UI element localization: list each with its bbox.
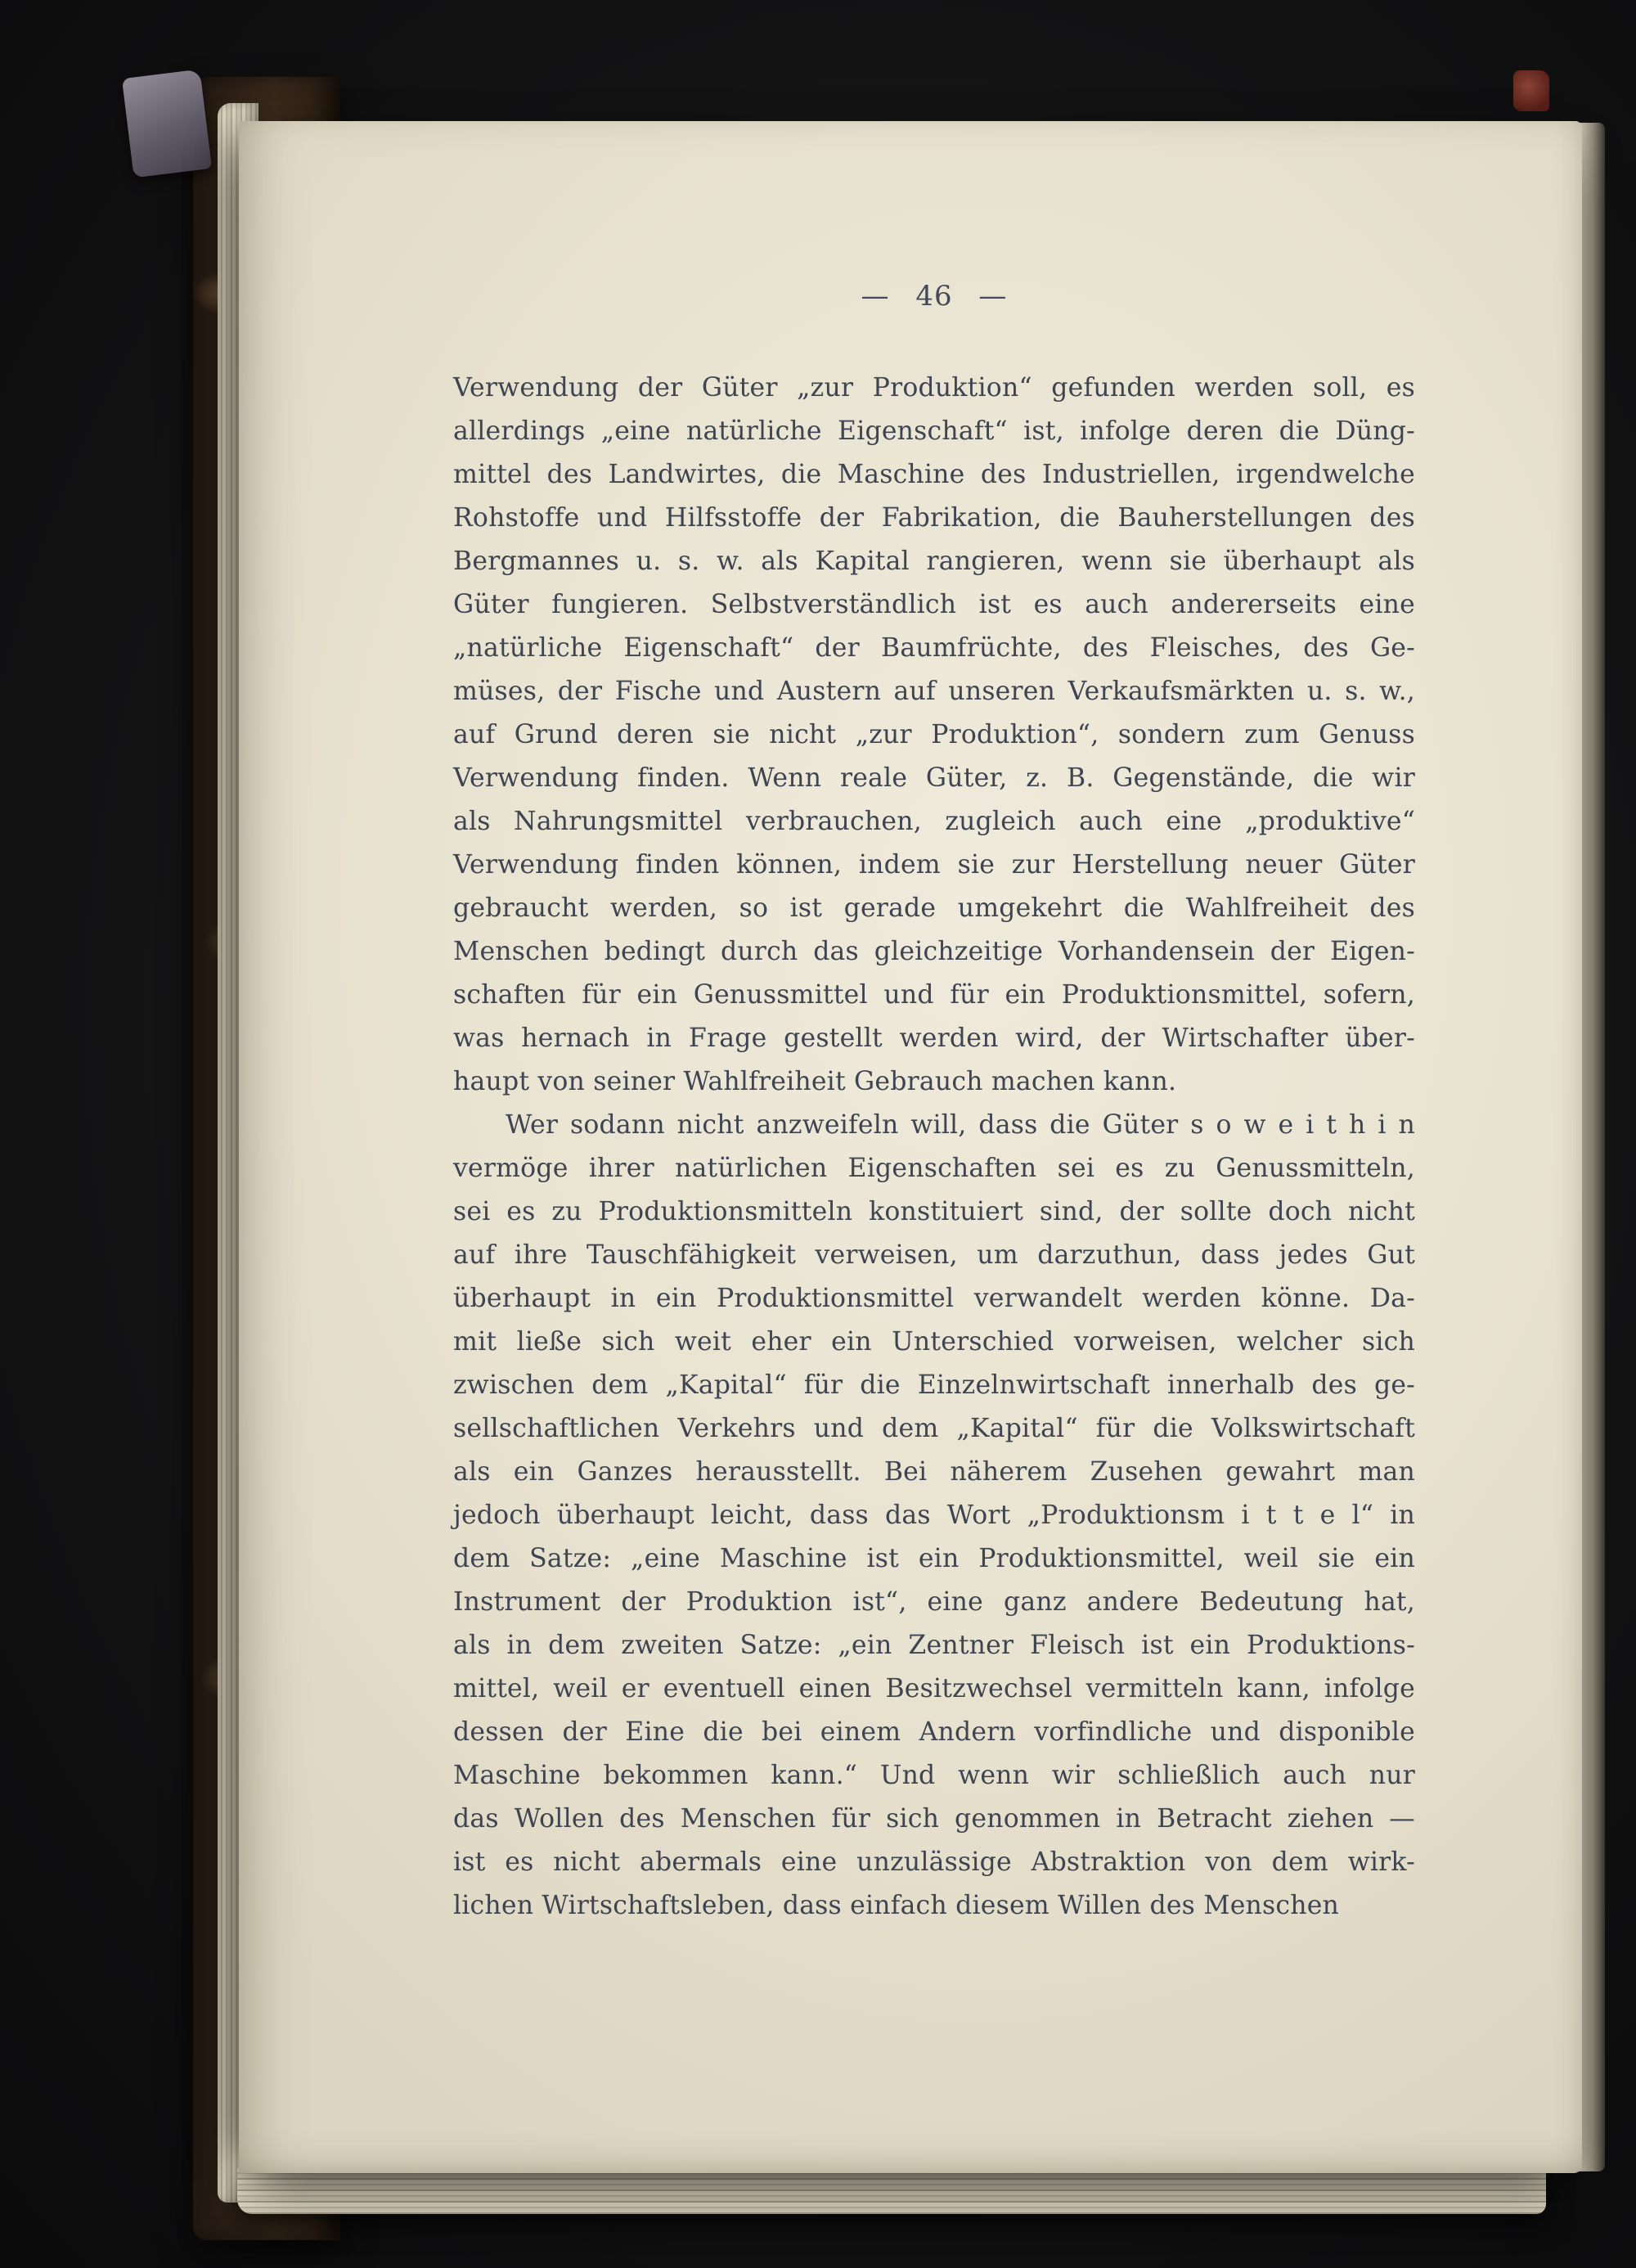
text-line: mit ließe sich weit eher ein Unterschied vorweisen, welcher sich: [453, 1327, 1415, 1357]
cover-corner-mark: [1513, 70, 1549, 111]
text-line: Verwendung finden. Wenn reale Güter, z. B. Gegenstände, die wir: [453, 763, 1415, 793]
text-line: dessen der Eine die bei einem Andern vorfindliche und disponible: [453, 1717, 1415, 1747]
text-line: Instrument der Produktion ist“, eine ganz andere Bedeutung hat,: [453, 1587, 1415, 1617]
page-stack-bottom-edge: [237, 2168, 1546, 2214]
text-line: als ein Ganzes herausstellt. Bei näherem Zusehen gewahrt man: [453, 1457, 1415, 1487]
page-right-edge: [1579, 123, 1605, 2171]
page-text: [453, 367, 1415, 1928]
text-line: allerdings „eine natürliche Eigenschaft“ ist, infolge deren die Düng-: [453, 416, 1415, 446]
page-number: — 46 —: [861, 280, 1008, 313]
text-line: ist es nicht abermals eine unzulässige Abstraktion von dem wirk-: [453, 1847, 1415, 1877]
paragraph: [453, 1104, 1415, 1928]
text-line: gebraucht werden, so ist gerade umgekehrt die Wahlfreiheit des: [453, 893, 1415, 923]
text-line: Bergmannes u. s. w. als Kapital rangieren, wenn sie überhaupt als: [453, 547, 1415, 576]
text-line: Verwendung finden können, indem sie zur Herstellung neuer Güter: [453, 850, 1415, 880]
text-line: Rohstoffe und Hilfsstoffe der Fabrikation, die Bauherstellungen des: [453, 503, 1415, 533]
text-line: auf ihre Tauschfähigkeit verweisen, um darzuthun, dass jedes Gut: [453, 1240, 1415, 1270]
text-line: das Wollen des Menschen für sich genommen in Betracht ziehen —: [453, 1804, 1415, 1834]
spine-headband-cloth: [122, 70, 212, 178]
page-text-area: [453, 278, 1415, 1928]
book-page: [239, 121, 1582, 2173]
text-line: müses, der Fische und Austern auf unseren Verkaufsmärkten u. s. w.,: [453, 677, 1415, 706]
text-line: Güter fungieren. Selbstverständlich ist es auch andererseits eine: [453, 590, 1415, 619]
text-line: „natürliche Eigenschaft“ der Baumfrüchte, des Fleisches, des Ge-: [453, 633, 1415, 663]
text-line: schaften für ein Genussmittel und für ein Produktionsmittel, sofern,: [453, 980, 1415, 1010]
text-line: Maschine bekommen kann.“ Und wenn wir schließlich auch nur: [453, 1761, 1415, 1790]
text-line: haupt von seiner Wahlfreiheit Gebrauch machen kann.: [453, 1067, 1177, 1096]
text-line: Wer sodann nicht anzweifeln will, dass die Güter s o w e i t h i n: [506, 1110, 1415, 1140]
text-line: dem Satze: „eine Maschine ist ein Produktionsmittel, weil sie ein: [453, 1544, 1415, 1573]
text-line: mittel des Landwirtes, die Maschine des Industriellen, irgendwelche: [453, 460, 1415, 489]
text-line: jedoch überhaupt leicht, dass das Wort „Produktionsm i t t e l“ in: [453, 1501, 1415, 1530]
text-line: sellschaftlichen Verkehrs und dem „Kapital“ für die Volkswirtschaft: [453, 1414, 1415, 1443]
text-line: vermöge ihrer natürlichen Eigenschaften sei es zu Genussmitteln,: [453, 1154, 1415, 1183]
text-line: auf Grund deren sie nicht „zur Produktion“, sondern zum Genuss: [453, 720, 1415, 749]
text-line: was hernach in Frage gestellt werden wird, der Wirtschafter über-: [453, 1024, 1415, 1053]
text-line: Verwendung der Güter „zur Produktion“ gefunden werden soll, es: [453, 373, 1415, 403]
text-line: zwischen dem „Kapital“ für die Einzelnwirtschaft innerhalb des ge-: [453, 1370, 1415, 1400]
text-line: lichen Wirtschaftsleben, dass einfach diesem Willen des Menschen: [453, 1891, 1340, 1920]
paragraph: [453, 367, 1415, 1104]
text-line: überhaupt in ein Produktionsmittel verwandelt werden könne. Da-: [453, 1284, 1415, 1313]
text-line: sei es zu Produktionsmitteln konstituiert sind, der sollte doch nicht: [453, 1197, 1415, 1226]
text-line: als Nahrungsmittel verbrauchen, zugleich auch eine „produktive“: [453, 807, 1415, 836]
text-line: mittel, weil er eventuell einen Besitzwechsel vermitteln kann, infolge: [453, 1674, 1415, 1703]
text-line: als in dem zweiten Satze: „ein Zentner Fleisch ist ein Produktions-: [453, 1631, 1415, 1660]
text-line: Menschen bedingt durch das gleichzeitige Vorhandensein der Eigen-: [453, 937, 1415, 966]
